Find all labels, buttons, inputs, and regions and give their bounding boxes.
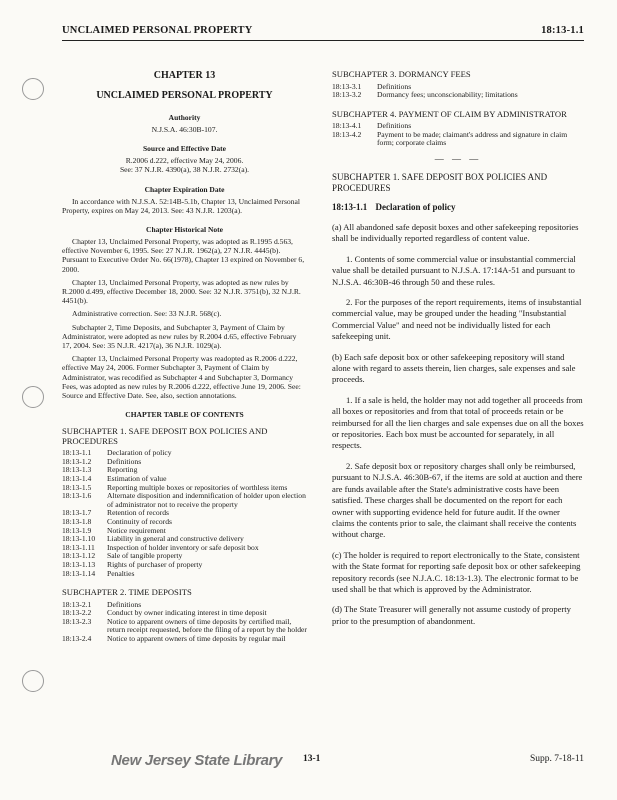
rule-paragraph: 1. Contents of some commercial value or insubstantial commercial value shall be detailed pursuant to N.J.S.A. 17:14A-51 and pursuant to N.J.S.A. 46:30B-46 through 50 and these rules. [332, 253, 576, 287]
running-header [62, 25, 584, 39]
header-title: UNCLAIMED PERSONAL PROPERTY [62, 25, 253, 36]
subchapter-3-list [332, 83, 584, 100]
authority-heading: Authority [168, 113, 201, 122]
toc-entry: 18:13-3.1 Definitions [332, 81, 412, 91]
toc-entry: 18:13-2.2 Conduct by owner indicating interest in time deposit [62, 608, 267, 618]
subchapter-1-title: SUBCHAPTER 1. SAFE DEPOSIT BOX POLICIES AND PROCEDURES [332, 171, 548, 193]
history-paragraph: Subchapter 2, Time Deposits, and Subchapter 3, Payment of Claim by Administrator, were adopted as new rules by R.2004 d.65, effective February 17, 2004. See: 35 N.J.R. 4217(a), 36 N.J.R. 1029(a). [62, 322, 297, 351]
punch-hole [22, 386, 44, 408]
history-paragraph: Administrative correction. See: 33 N.J.R. 568(c). [72, 309, 222, 319]
right-column [332, 70, 584, 636]
source-line-1: R.2006 d.222, effective May 24, 2006. [125, 156, 244, 166]
toc-entry: 18:13-1.8 Continuity of records [62, 517, 172, 527]
supplement-date: Supp. 7-18-11 [529, 754, 584, 764]
toc-entry: 18:13-4.1 Definitions [332, 121, 412, 131]
history-paragraph: Chapter 13, Unclaimed Personal Property, was adopted as new rules by R.2000 d.499, effective December 18, 2000. See: 32 N.J.R. 3751(b), 32 N.J.R. 4451(b). [62, 277, 301, 306]
expiration-text: In accordance with N.J.S.A. 52:14B-5.1b, Chapter 13, Unclaimed Personal Property, expires on May 24, 2013. See: 43 N.J.R. 1203(a). [62, 196, 300, 215]
subchapter-3-heading: SUBCHAPTER 3. DORMANCY FEES [332, 69, 471, 79]
toc-entry: 18:13-1.3 Reporting [62, 465, 138, 475]
toc-entry: 18:13-1.1 Declaration of policy [62, 448, 172, 458]
toc-entry: 18:13-1.6 Alternate disposition and indemnification of holder upon election of administrator not to receive the property [62, 491, 306, 509]
toc-entry: 18:13-2.1 Definitions [62, 599, 142, 609]
expiration-heading: Chapter Expiration Date [144, 184, 225, 194]
subchapter-1-list [62, 449, 307, 578]
subchapter-4-list [332, 122, 584, 148]
chapter-title: UNCLAIMED PERSONAL PROPERTY [96, 90, 273, 101]
toc-heading: CHAPTER TABLE OF CONTENTS [125, 410, 244, 420]
toc-entry: 18:13-1.7 Retention of records [62, 508, 169, 518]
section-number: 18:13-1.1 [332, 201, 368, 212]
toc-entry: 18:13-2.3 Notice to apparent owners of time deposits by certified mail, return receipt requested, before the filing of a report by the holder [62, 616, 307, 635]
toc-entry: 18:13-4.2 Payment to be made; claimant's address and signature in claim form; corporate claims [332, 129, 568, 148]
left-column [62, 70, 307, 644]
rule-paragraph: (d) The State Treasurer will generally not assume custody of property prior to the presumption of abandonment. [332, 604, 571, 626]
section-title: Declaration of policy [375, 201, 456, 212]
toc-entry: 18:13-1.11 Inspection of holder inventory or safe deposit box [62, 542, 259, 552]
punch-hole [22, 670, 44, 692]
toc-entry: 18:13-1.9 Notice requirement [62, 525, 166, 535]
toc-entry: 18:13-2.4 Notice to apparent owners of time deposits by regular mail [62, 634, 286, 644]
authority-text: N.J.S.A. 46:30B-107. [151, 125, 218, 134]
rule-paragraph: 2. Safe deposit box or repository charges shall only be reimbursed, pursuant to N.J.S.A. 46:30B-67, if the items are sold at auction and there are funds available after the State's administrative costs have been satisfied. These charges shall be documented on the report for each owner with supporting evidence held for future audit. If the owner claims the contents prior to sale, the claimant shall receive the contents without charge. [332, 460, 583, 540]
section-heading [332, 202, 584, 212]
source-heading: Source and Effective Date [143, 144, 226, 154]
source-line-2: See: 37 N.J.R. 4390(a), 38 N.J.R. 2732(a). [119, 165, 250, 175]
page-number: 13-1 [303, 754, 321, 764]
header-rule [62, 40, 584, 41]
toc-entry: 18:13-1.2 Definitions [62, 456, 142, 466]
rule-paragraph: 2. For the purposes of the report requirements, items of insubstantial commercial value, may be grouped under the heading "Insubstantial Commercial Value" and need not be individually listed for each safekeeping unit. [332, 297, 582, 342]
library-watermark: New Jersey State Library [111, 752, 283, 769]
history-heading: Chapter Historical Note [146, 225, 223, 235]
rule-paragraph: (a) All abandoned safe deposit boxes and other safekeeping repositories shall be individually reported regardless of content value. [332, 221, 579, 244]
toc-entry: 18:13-1.10 Liability in general and constructive delivery [62, 534, 244, 544]
punch-hole [22, 78, 44, 100]
toc-entry: 18:13-3.2 Dormancy fees; unconscionability; limitations [332, 90, 518, 100]
rule-paragraph: 1. If a sale is held, the holder may not add together all proceeds from all boxes or repositories and from that total of proceeds retain or be reimbursed for all the lien charges and sale expenses due on all the boxes or repositories. Each box must be accounted for separately, in all respects. [332, 394, 584, 451]
chapter-number: CHAPTER 13 [153, 70, 216, 81]
rule-paragraph: (c) The holder is required to report electronically to the State, consistent with the State format for reporting safe deposit box or other safekeeping repository records (see N.J.A.C. 18:13-1.3). The electronic format to be used shall be that which is approved by the Administrator. [332, 549, 581, 594]
subchapter-4-heading: SUBCHAPTER 4. PAYMENT OF CLAIM BY ADMINISTRATOR [332, 108, 567, 119]
subchapter-2-heading: SUBCHAPTER 2. TIME DEPOSITS [62, 587, 192, 598]
history-paragraph: Chapter 13, Unclaimed Personal Property was readopted as R.2006 d.222, effective May 24, 2006. Former Subchapter 3, Payment of Claim by Administrator, was recodified as Subchapter 4 and Subchapter 3, Dormancy Fees, was adopted as new rules by R.2006 d.222, effective June 19, 2006. See: Source and Effective Date. See, also, section annotations. [62, 354, 301, 401]
toc-entry: 18:13-1.13 Rights of purchaser of property [62, 559, 203, 569]
history-paragraph: Chapter 13, Unclaimed Personal Property, was adopted as R.1995 d.563, effective November 6, 1995. See: 27 N.J.R. 1962(a), 27 N.J.R. 4445(b). Pursuant to Executive Order No. 66(1978), Chapter 13 expired on November 6, 2000. [62, 237, 305, 274]
toc-entry: 18:13-1.12 Sale of tangible property [62, 551, 183, 561]
subchapter-1-heading: SUBCHAPTER 1. SAFE DEPOSIT BOX POLICIES AND PROCEDURES [62, 426, 268, 446]
toc-entry: 18:13-1.14 Penalties [62, 568, 135, 578]
rule-paragraph: (b) Each safe deposit box or other safekeeping repository will stand alone with regard to assets therein, lien charges, sale expenses and sale proceeds. [332, 351, 576, 385]
toc-entry: 18:13-1.5 Reporting multiple boxes or repositories of worthless items [62, 482, 288, 492]
section-divider: — — — [434, 153, 482, 164]
toc-entry: 18:13-1.4 Estimation of value [62, 474, 167, 484]
header-section-number: 18:13-1.1 [541, 25, 584, 36]
subchapter-2-list [62, 601, 307, 644]
